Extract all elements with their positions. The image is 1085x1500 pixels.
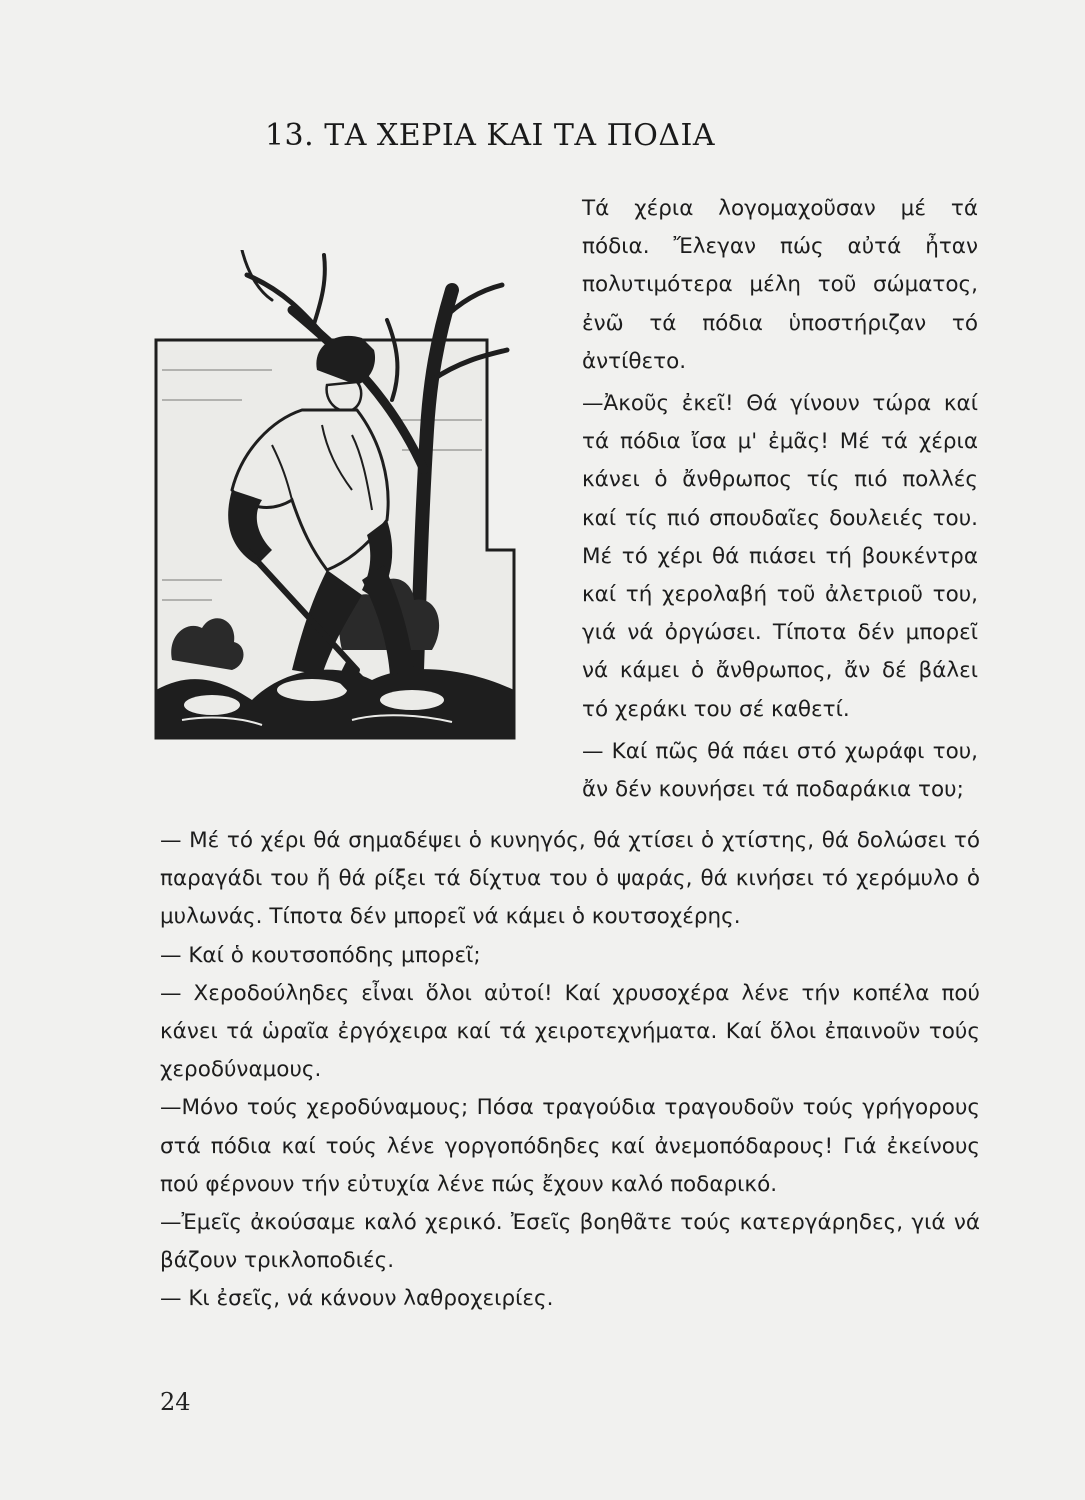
text-paragraph: — Καί ὁ κουτσοπόδης μπορεῖ; xyxy=(160,942,481,968)
right-column-text xyxy=(582,190,978,809)
text-paragraph: Τά χέρια λογομαχοῦσαν μέ τά πόδια. Ἔλεγαν πώς αὐτά ἦταν πολυτιμότερα μέλη τοῦ σώματος, ἐνῶ τά πόδια ὑποστήριζαν τό ἀντίθετο. xyxy=(582,196,978,374)
text-paragraph: —Ἐμεῖς ἀκούσαμε καλό χερικό. Ἐσεῖς βοηθᾶτε τούς κατεργάρηδες, γιά νά βάζουν τρικλοποδιές. xyxy=(160,1210,980,1274)
text-paragraph: — Κι ἐσεῖς, νά κάνουν λαθροχειρίες. xyxy=(160,1286,554,1312)
full-width-text xyxy=(160,822,980,1319)
man-digging-with-shovel-illustration xyxy=(152,250,518,745)
text-paragraph: — Μέ τό χέρι θά σημαδέψει ὁ κυνηγός, θά χτίσει ὁ χτίστης, θά δολώσει τό παραγάδι του ἤ θά ρίξει τά δίχτυα του ὁ ψαράς, θά κινήσει τό χερόμυλο ὁ μυλωνάς. Τίποτα δέν μπορεῖ νά κάμει ὁ κουτσοχέρης. xyxy=(160,828,980,930)
text-paragraph: —Μόνο τούς χεροδύναμους; Πόσα τραγούδια τραγουδοῦν τούς γρήγορους στά πόδια καί τούς λένε γοργοπόδηδες καί ἀνεμοπόδαρους! Γιά ἐκείνους πού φέρνουν τήν εὐτυχία λένε πώς ἔχουν καλό ποδαρικό. xyxy=(160,1095,980,1197)
text-paragraph: —Ἀκοῦς ἐκεῖ! Θά γίνουν τώρα καί τά πόδια ἴσα μ' ἐμᾶς! Μέ τά χέρια κάνει ὁ ἄνθρωπος τίς πιό πολλές καί τίς πιό σπουδαῖες δουλειές του. Μέ τό χέρι θά πιάσει τή βουκέντρα καί τή χερολαβή τοῦ ἀλετριοῦ του, γιά νά ὀργώσει. Τίποτα δέν μπορεῖ νά κάμει ὁ ἄνθρωπος, ἄν δέ βάλει τό χεράκι του σέ καθετί. xyxy=(582,391,978,722)
chapter-title: 13. ΤΑ ΧΕΡΙΑ ΚΑΙ ΤΑ ΠΟΔΙΑ xyxy=(264,118,716,153)
text-paragraph: — Καί πῶς θά πάει στό χωράφι του, ἄν δέν κουνήσει τά ποδαράκια του; xyxy=(582,738,978,803)
text-paragraph: — Χεροδούληδες εἶναι ὅλοι αὐτοί! Καί χρυσοχέρα λένε τήν κοπέλα πού κάνει τά ὡραῖα ἐργόχειρα καί τά χειροτεχνήματα. Καί ὅλοι ἐπαινοῦν τούς χεροδύναμους. xyxy=(160,980,980,1083)
page-number: 24 xyxy=(160,1388,191,1416)
